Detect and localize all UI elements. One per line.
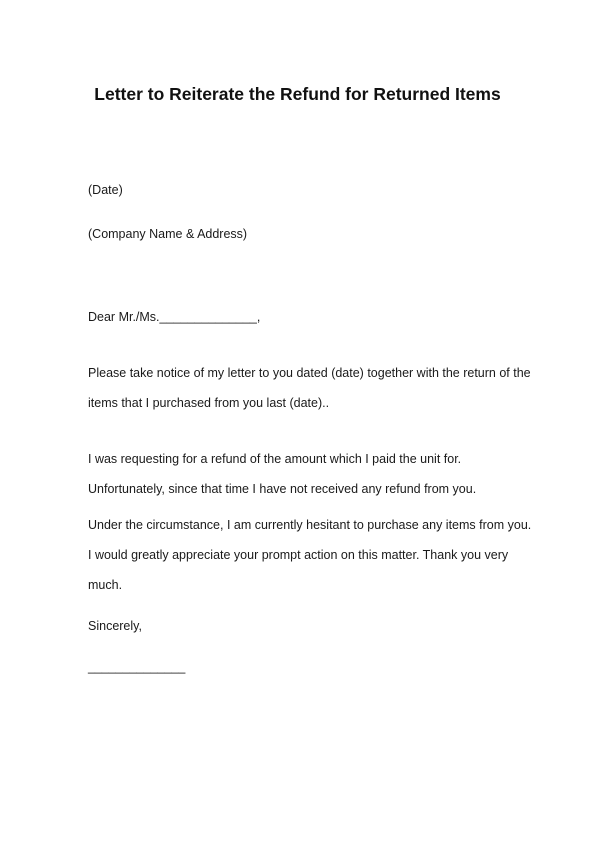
- paragraph2-line2: Unfortunately, since that time I have not received any refund from you.: [88, 482, 477, 496]
- salutation: Dear Mr./Ms.______________,: [88, 310, 261, 324]
- paragraph1-line2: items that I purchased from you last (date)..: [88, 396, 330, 410]
- letter-title: Letter to Reiterate the Refund for Returned Items: [94, 84, 501, 104]
- closing: Sincerely,: [88, 619, 142, 633]
- paragraph1-line1: Please take notice of my letter to you dated (date) together with the return of the: [88, 366, 531, 380]
- signature-line: ______________: [88, 660, 186, 674]
- paragraph3-line3: much.: [88, 578, 123, 592]
- date-line: (Date): [88, 183, 123, 197]
- paragraph3-line1: Under the circumstance, I am currently hesitant to purchase any items from you.: [88, 518, 532, 532]
- paragraph3-line2: I would greatly appreciate your prompt action on this matter. Thank you very: [88, 548, 509, 562]
- paragraph2-line1: I was requesting for a refund of the amount which I paid the unit for.: [88, 452, 462, 466]
- company-line: (Company Name & Address): [88, 227, 248, 241]
